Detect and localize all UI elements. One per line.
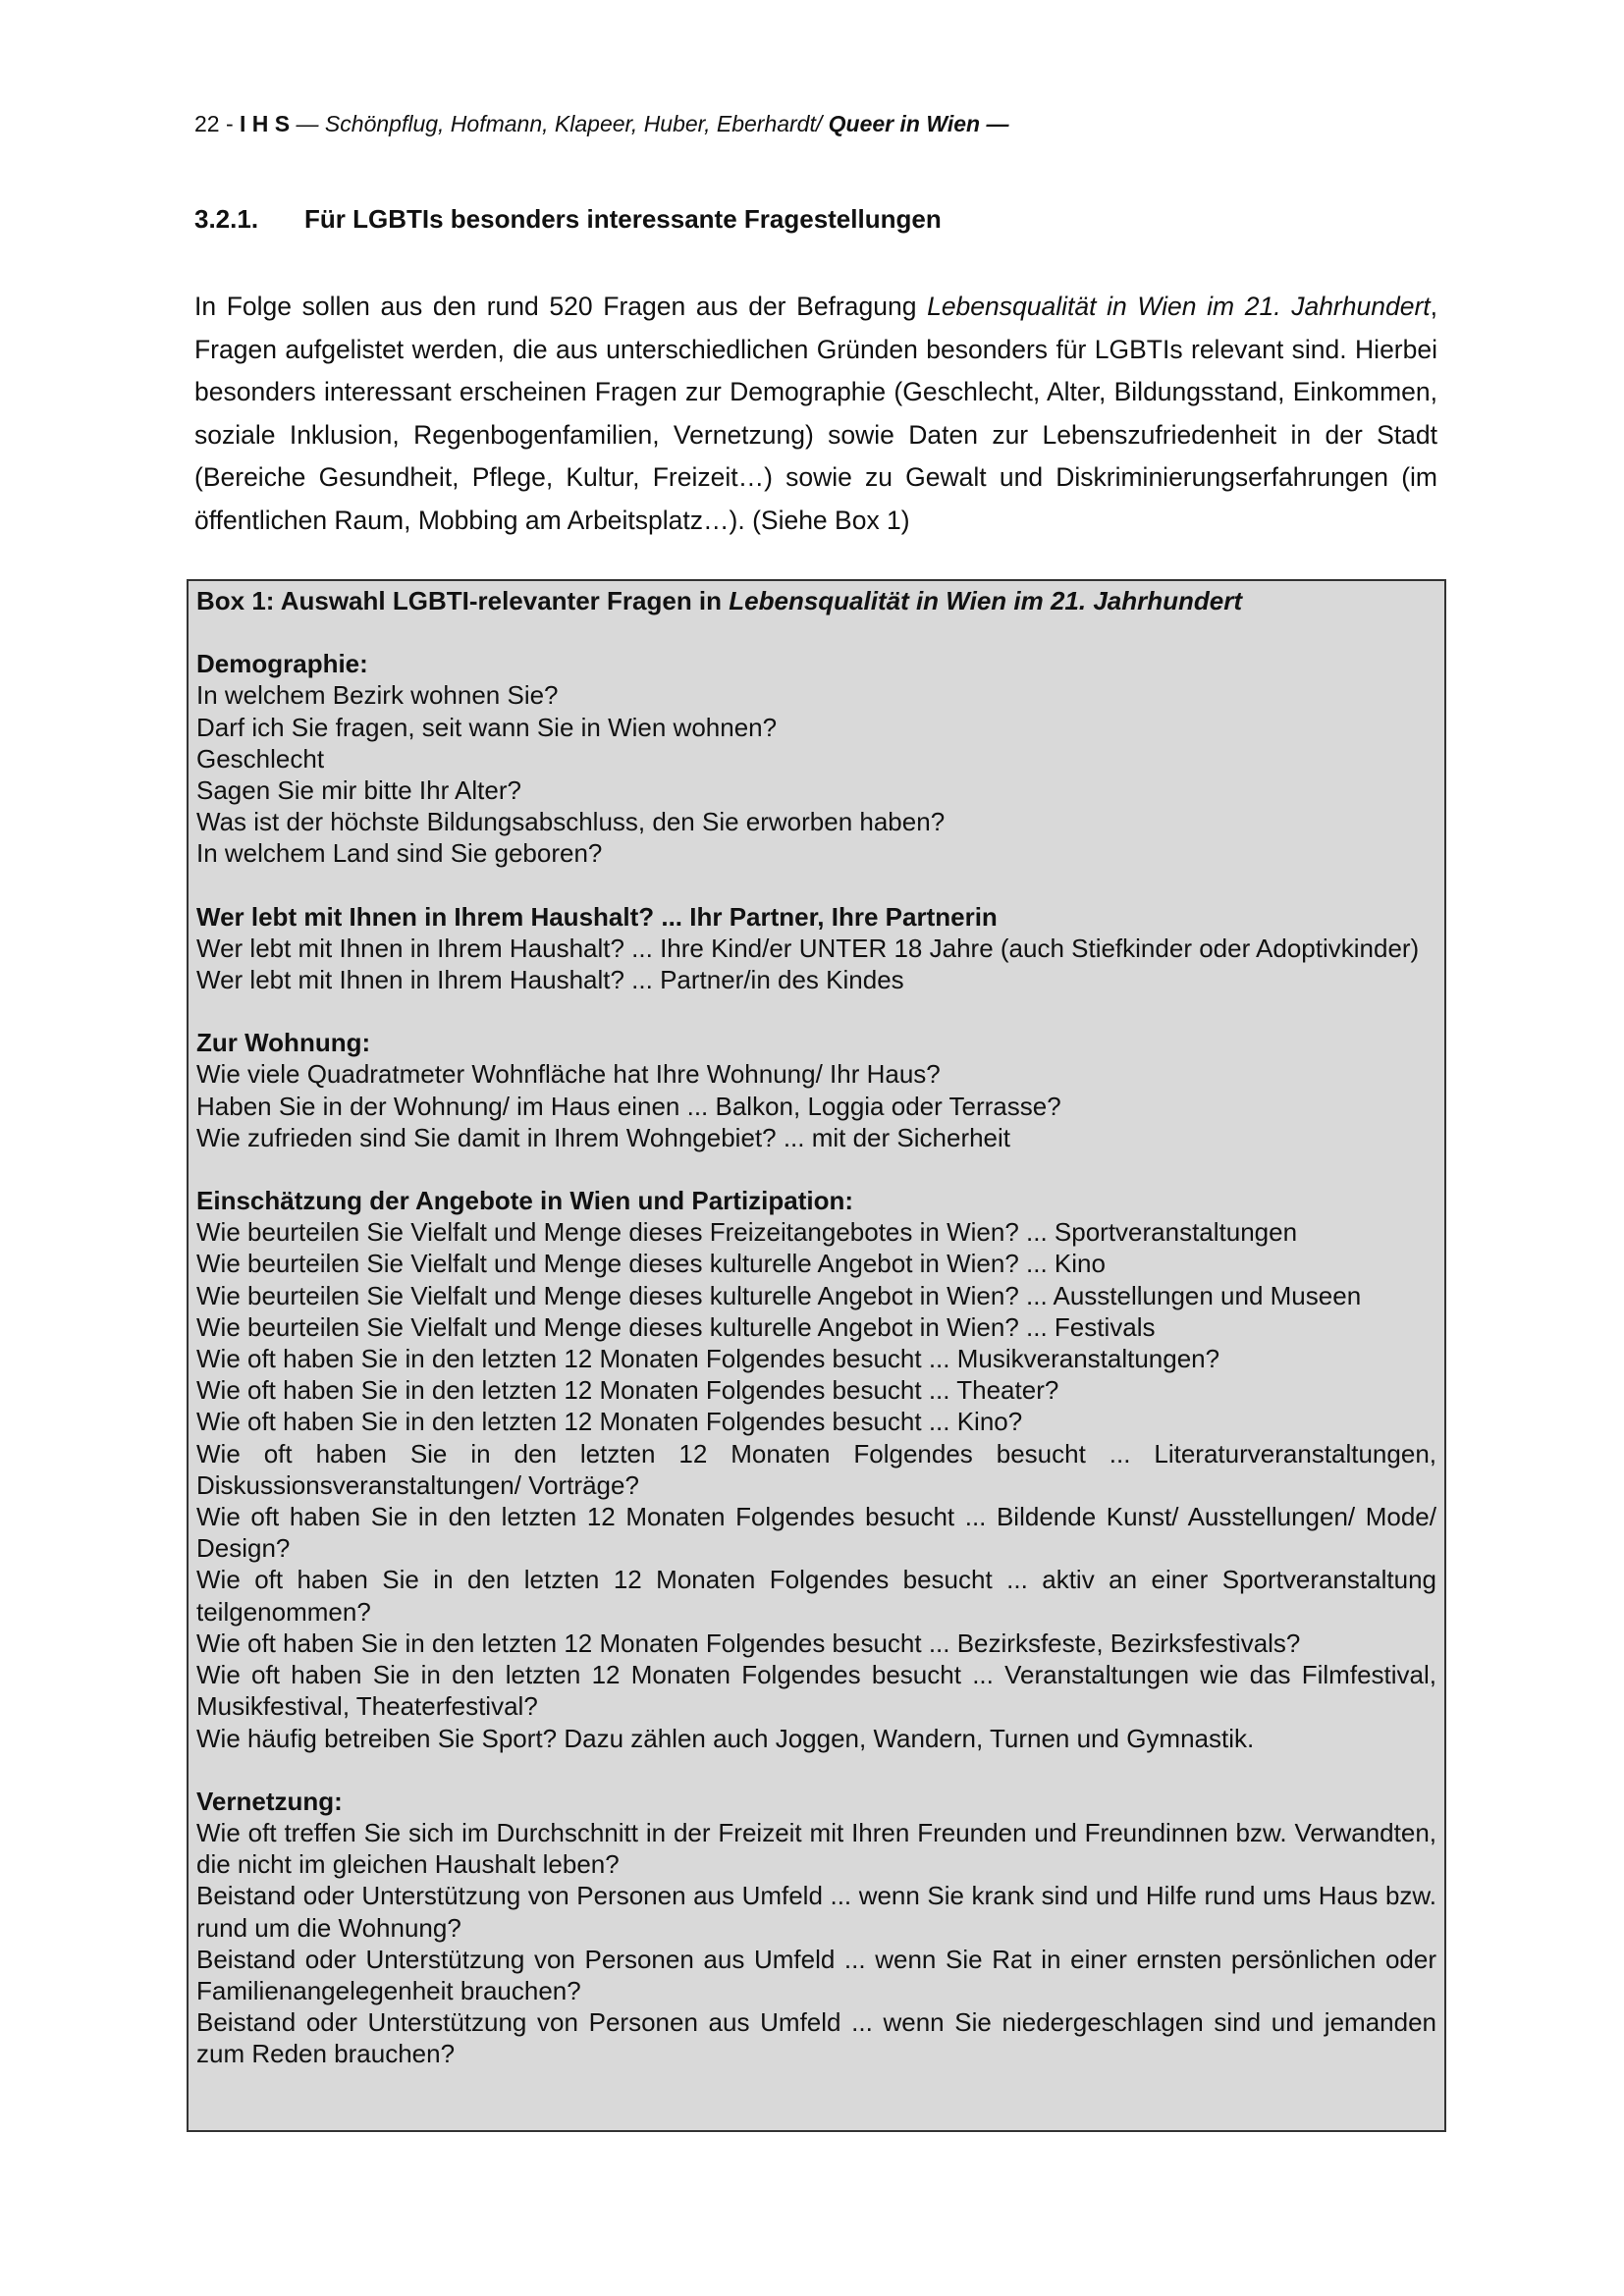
question-item: Wie oft haben Sie in den letzten 12 Monaten Folgendes besucht ... Bildende Kunst/ Ausstellungen/ Mode/ Design? xyxy=(196,1502,1436,1564)
intro-survey-title: Lebensqualität in Wien im 21. Jahrhundert xyxy=(927,292,1431,321)
question-item: Wie oft haben Sie in den letzten 12 Monaten Folgendes besucht ... Kino? xyxy=(196,1407,1023,1437)
question-group xyxy=(196,1027,1436,1153)
header-authors: — Schönpflug, Hofmann, Klapeer, Huber, Eberhardt/ xyxy=(296,111,823,136)
question-group xyxy=(196,1185,1436,1754)
group-heading: Vernetzung: xyxy=(196,1786,343,1816)
question-item: Wie oft treffen Sie sich im Durchschnitt in der Freizeit mit Ihren Freunden und Freundinnen bzw. Verwandten, die nicht im gleichen Haushalt leben? xyxy=(196,1817,1436,1880)
question-item: Wie oft haben Sie in den letzten 12 Monaten Folgendes besucht ... Theater? xyxy=(196,1375,1059,1406)
box-title-survey: Lebensqualität in Wien im 21. Jahrhundert xyxy=(729,586,1243,615)
page-number: 22 - xyxy=(194,111,234,136)
question-item: Wie beurteilen Sie Vielfalt und Menge dieses Freizeitangebotes in Wien? ... Sportveranstaltungen xyxy=(196,1217,1298,1248)
header-report-title: Queer in Wien — xyxy=(828,111,1009,136)
question-item: Wer lebt mit Ihnen in Ihrem Haushalt? ... Ihre Kind/er UNTER 18 Jahre (auch Stiefkinder oder Adoptivkinder) xyxy=(196,933,1420,963)
question-group xyxy=(196,648,1436,869)
intro-paragraph xyxy=(194,286,1437,542)
question-item: Wie viele Quadratmeter Wohnfläche hat Ihre Wohnung/ Ihr Haus? xyxy=(196,1059,941,1090)
question-item: In welchem Bezirk wohnen Sie? xyxy=(196,680,559,711)
institute-name: I H S xyxy=(240,111,291,136)
question-item: Wie oft haben Sie in den letzten 12 Monaten Folgendes besucht ... Bezirksfeste, Bezirksfestivals? xyxy=(196,1628,1301,1658)
question-item: Wie zufrieden sind Sie damit in Ihrem Wohngebiet? ... mit der Sicherheit xyxy=(196,1122,1011,1152)
section-title: Für LGBTIs besonders interessante Fragestellungen xyxy=(304,204,942,234)
question-item: Was ist der höchste Bildungsabschluss, den Sie erworben haben? xyxy=(196,807,946,837)
section-number: 3.2.1. xyxy=(194,204,259,234)
question-item: Wie oft haben Sie in den letzten 12 Monaten Folgendes besucht ... Literaturveranstaltungen, Diskussionsveranstaltungen/ Vorträge? xyxy=(196,1438,1436,1500)
group-heading: Wer lebt mit Ihnen in Ihrem Haushalt? ... Ihr Partner, Ihre Partnerin xyxy=(196,901,998,932)
group-heading: Demographie: xyxy=(196,649,368,679)
running-header xyxy=(194,109,1008,138)
group-heading: Einschätzung der Angebote in Wien und Partizipation: xyxy=(196,1186,854,1216)
question-item: Geschlecht xyxy=(196,743,325,774)
question-item: Haben Sie in der Wohnung/ im Haus einen ... Balkon, Loggia oder Terrasse? xyxy=(196,1091,1061,1121)
question-item: Darf ich Sie fragen, seit wann Sie in Wien wohnen? xyxy=(196,712,778,742)
group-heading: Zur Wohnung: xyxy=(196,1028,371,1058)
question-item: Beistand oder Unterstützung von Personen aus Umfeld ... wenn Sie krank sind und Hilfe rund ums Haus bzw. rund um die Wohnung? xyxy=(196,1881,1436,1943)
box-1-question-list xyxy=(187,579,1446,2132)
question-item: Wie oft haben Sie in den letzten 12 Monaten Folgendes besucht ... Musikveranstaltungen? xyxy=(196,1344,1220,1374)
intro-part-1: In Folge sollen aus den rund 520 Fragen aus der Befragung xyxy=(194,292,928,321)
question-groups xyxy=(196,648,1436,2069)
question-item: Beistand oder Unterstützung von Personen aus Umfeld ... wenn Sie Rat in einer ernsten persönlichen oder Familienangelegenheit brauchen? xyxy=(196,1944,1436,2005)
question-group xyxy=(196,901,1436,996)
question-item: Wie häufig betreiben Sie Sport? Dazu zählen auch Joggen, Wandern, Turnen und Gymnastik. xyxy=(196,1723,1255,1753)
question-item: In welchem Land sind Sie geboren? xyxy=(196,838,603,869)
section-heading xyxy=(194,202,942,236)
question-item: Beistand oder Unterstützung von Personen aus Umfeld ... wenn Sie niedergeschlagen sind und jemanden zum Reden brauchen? xyxy=(196,2007,1436,2069)
question-group xyxy=(196,1786,1436,2070)
question-item: Wie oft haben Sie in den letzten 12 Monaten Folgendes besucht ... Veranstaltungen wie das Filmfestival, Musikfestival, Theaterfestival? xyxy=(196,1660,1436,1722)
question-item: Wie beurteilen Sie Vielfalt und Menge dieses kulturelle Angebot in Wien? ... Festivals xyxy=(196,1311,1156,1342)
question-item: Wie oft haben Sie in den letzten 12 Monaten Folgendes besucht ... aktiv an einer Sportveranstaltung teilgenommen? xyxy=(196,1565,1436,1627)
box-title-prefix: Box 1: Auswahl LGBTI-relevanter Fragen in xyxy=(196,586,730,615)
question-item: Wie beurteilen Sie Vielfalt und Menge dieses kulturelle Angebot in Wien? ... Kino xyxy=(196,1249,1106,1279)
question-item: Wer lebt mit Ihnen in Ihrem Haushalt? ... Partner/in des Kindes xyxy=(196,965,904,995)
box-title xyxy=(196,585,1436,616)
question-item: Wie beurteilen Sie Vielfalt und Menge dieses kulturelle Angebot in Wien? ... Ausstellungen und Museen xyxy=(196,1280,1362,1310)
intro-part-2: , Fragen aufgelistet werden, die aus unterschiedlichen Gründen besonders für LGBTIs relevant sind. Hierbei besonders interessant erscheinen Fragen zur Demographie (Geschlecht, Alter, Bildungsstand, Einkommen, soziale Inklusion, Regenbogenfamilien, Vernetzung) sowie Daten zur Lebenszufriedenheit in der Stadt (Bereiche Gesundheit, Pflege, Kultur, Freizeit…) sowie zu Gewalt und Diskriminierungserfahrungen (im öffentlichen Raum, Mobbing am Arbeitsplatz…). (Siehe Box 1) xyxy=(194,292,1438,535)
question-item: Sagen Sie mir bitte Ihr Alter? xyxy=(196,775,521,806)
